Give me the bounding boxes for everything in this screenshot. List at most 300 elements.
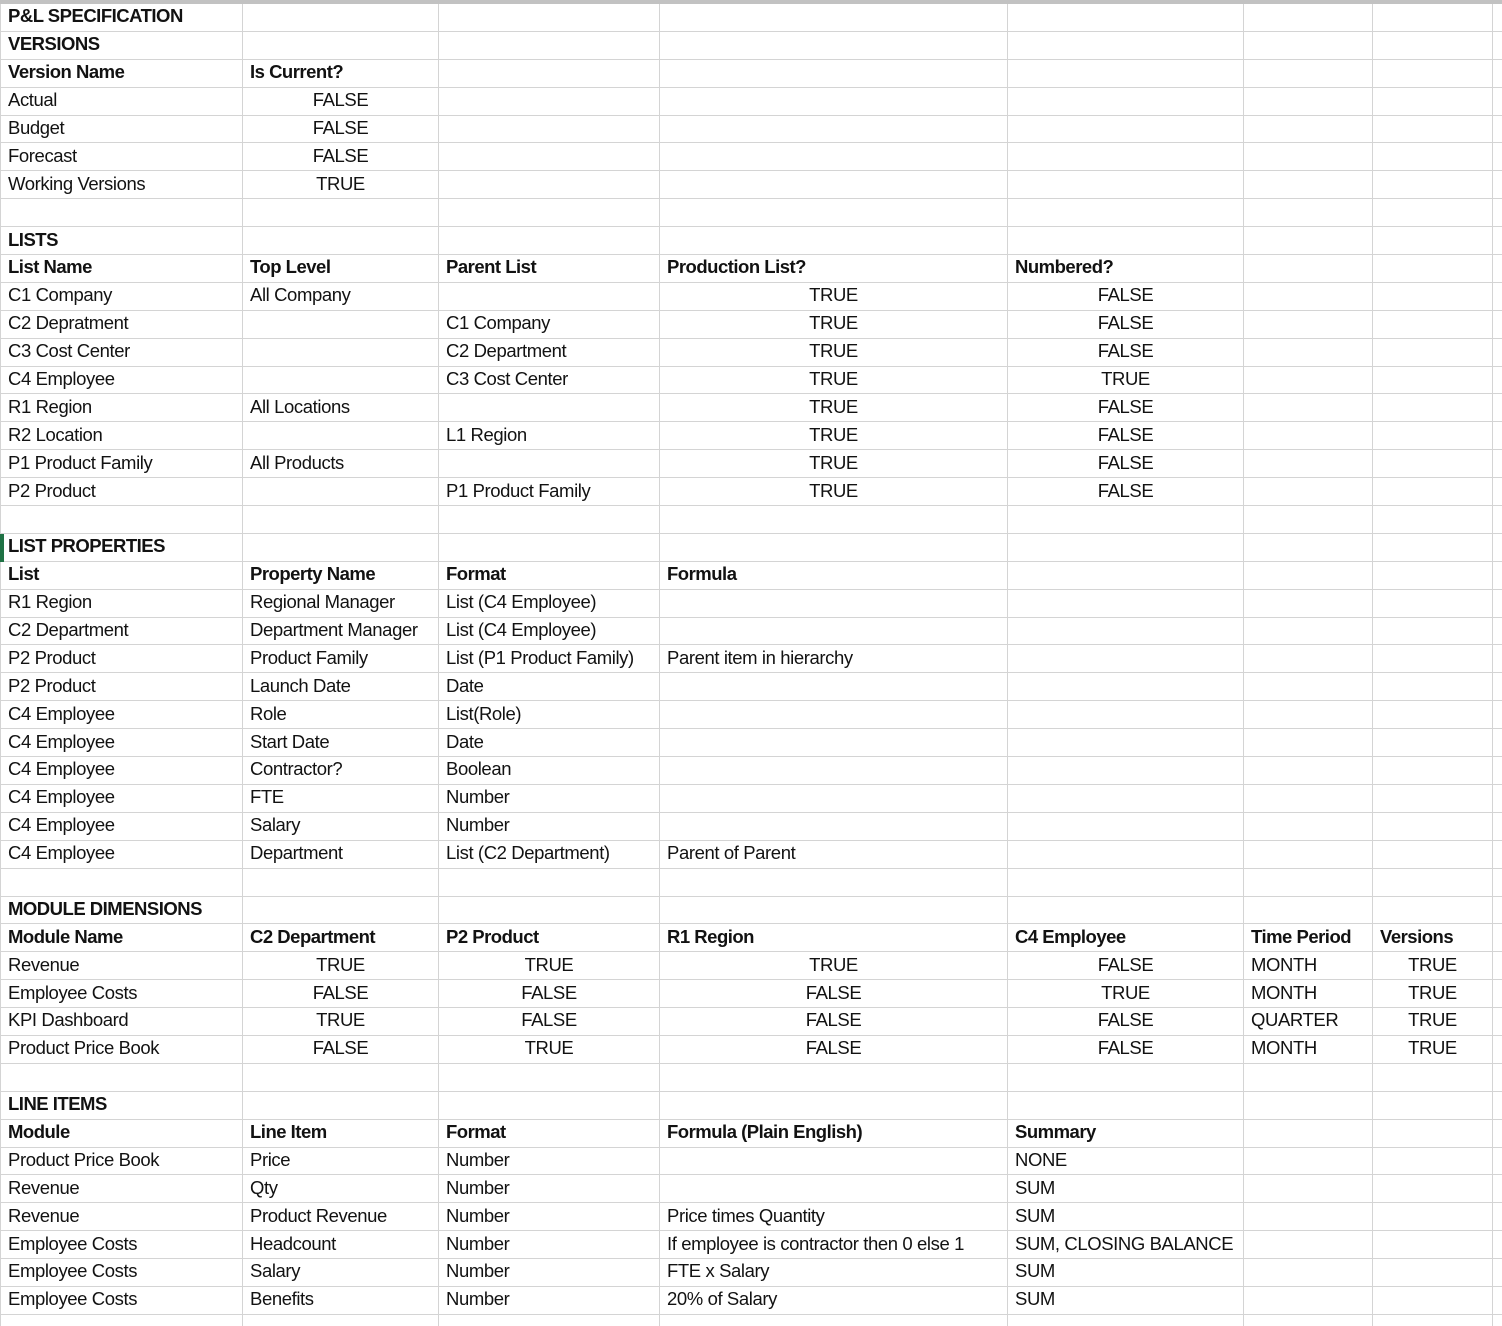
cell-f47[interactable] xyxy=(1244,1287,1373,1315)
cell-h48[interactable] xyxy=(1493,1315,1502,1326)
cell-d27[interactable] xyxy=(660,729,1008,757)
cell-b38[interactable]: FALSE xyxy=(243,1036,439,1064)
cell-d9[interactable] xyxy=(660,227,1008,255)
cell-h23[interactable] xyxy=(1493,618,1502,646)
cell-g40[interactable] xyxy=(1373,1092,1493,1120)
cell-h21[interactable] xyxy=(1493,562,1502,590)
cell-e3[interactable] xyxy=(1008,60,1244,88)
cell-a28[interactable]: C4 Employee xyxy=(0,757,243,785)
cell-d19[interactable] xyxy=(660,506,1008,534)
cell-f44[interactable] xyxy=(1244,1203,1373,1231)
cell-g35[interactable]: TRUE xyxy=(1373,952,1493,980)
cell-g9[interactable] xyxy=(1373,227,1493,255)
cell-b14[interactable] xyxy=(243,367,439,395)
cell-c7[interactable] xyxy=(439,171,660,199)
cell-a15[interactable]: R1 Region xyxy=(0,394,243,422)
cell-b1[interactable] xyxy=(243,4,439,32)
cell-d44[interactable]: Price times Quantity xyxy=(660,1203,1008,1231)
cell-c22[interactable]: List (C4 Employee) xyxy=(439,590,660,618)
cell-a32[interactable] xyxy=(0,869,243,897)
cell-c34[interactable]: P2 Product xyxy=(439,924,660,952)
cell-a31[interactable]: C4 Employee xyxy=(0,841,243,869)
cell-a9[interactable]: LISTS xyxy=(0,227,243,255)
cell-a7[interactable]: Working Versions xyxy=(0,171,243,199)
cell-h39[interactable] xyxy=(1493,1064,1502,1092)
cell-c2[interactable] xyxy=(439,32,660,60)
cell-e2[interactable] xyxy=(1008,32,1244,60)
cell-f26[interactable] xyxy=(1244,701,1373,729)
cell-d12[interactable]: TRUE xyxy=(660,311,1008,339)
cell-h44[interactable] xyxy=(1493,1203,1502,1231)
cell-f36[interactable]: MONTH xyxy=(1244,980,1373,1008)
cell-g19[interactable] xyxy=(1373,506,1493,534)
cell-c16[interactable]: L1 Region xyxy=(439,422,660,450)
cell-d31[interactable]: Parent of Parent xyxy=(660,841,1008,869)
cell-g21[interactable] xyxy=(1373,562,1493,590)
cell-g36[interactable]: TRUE xyxy=(1373,980,1493,1008)
cell-f30[interactable] xyxy=(1244,813,1373,841)
cell-f39[interactable] xyxy=(1244,1064,1373,1092)
cell-c41[interactable]: Format xyxy=(439,1120,660,1148)
cell-a42[interactable]: Product Price Book xyxy=(0,1148,243,1176)
cell-f3[interactable] xyxy=(1244,60,1373,88)
cell-e33[interactable] xyxy=(1008,897,1244,925)
cell-h43[interactable] xyxy=(1493,1175,1502,1203)
cell-c11[interactable] xyxy=(439,283,660,311)
cell-f34[interactable]: Time Period xyxy=(1244,924,1373,952)
cell-e44[interactable]: SUM xyxy=(1008,1203,1244,1231)
cell-d37[interactable]: FALSE xyxy=(660,1008,1008,1036)
cell-b30[interactable]: Salary xyxy=(243,813,439,841)
cell-h34[interactable] xyxy=(1493,924,1502,952)
cell-c3[interactable] xyxy=(439,60,660,88)
cell-c37[interactable]: FALSE xyxy=(439,1008,660,1036)
cell-f42[interactable] xyxy=(1244,1148,1373,1176)
cell-c9[interactable] xyxy=(439,227,660,255)
cell-c8[interactable] xyxy=(439,199,660,227)
cell-f7[interactable] xyxy=(1244,171,1373,199)
cell-g30[interactable] xyxy=(1373,813,1493,841)
cell-d35[interactable]: TRUE xyxy=(660,952,1008,980)
cell-d3[interactable] xyxy=(660,60,1008,88)
cell-c48[interactable] xyxy=(439,1315,660,1326)
cell-a35[interactable]: Revenue xyxy=(0,952,243,980)
cell-a18[interactable]: P2 Product xyxy=(0,478,243,506)
cell-f16[interactable] xyxy=(1244,422,1373,450)
cell-c23[interactable]: List (C4 Employee) xyxy=(439,618,660,646)
cell-g32[interactable] xyxy=(1373,869,1493,897)
cell-d36[interactable]: FALSE xyxy=(660,980,1008,1008)
cell-d1[interactable] xyxy=(660,4,1008,32)
cell-h1[interactable] xyxy=(1493,4,1502,32)
cell-g29[interactable] xyxy=(1373,785,1493,813)
cell-g39[interactable] xyxy=(1373,1064,1493,1092)
cell-h47[interactable] xyxy=(1493,1287,1502,1315)
cell-b8[interactable] xyxy=(243,199,439,227)
cell-e39[interactable] xyxy=(1008,1064,1244,1092)
cell-f25[interactable] xyxy=(1244,673,1373,701)
cell-a10[interactable]: List Name xyxy=(0,255,243,283)
cell-b20[interactable] xyxy=(243,534,439,562)
cell-e12[interactable]: FALSE xyxy=(1008,311,1244,339)
cell-c1[interactable] xyxy=(439,4,660,32)
cell-c43[interactable]: Number xyxy=(439,1175,660,1203)
cell-b21[interactable]: Property Name xyxy=(243,562,439,590)
cell-c35[interactable]: TRUE xyxy=(439,952,660,980)
cell-h26[interactable] xyxy=(1493,701,1502,729)
cell-h31[interactable] xyxy=(1493,841,1502,869)
cell-b37[interactable]: TRUE xyxy=(243,1008,439,1036)
cell-g34[interactable]: Versions xyxy=(1373,924,1493,952)
cell-f20[interactable] xyxy=(1244,534,1373,562)
cell-f18[interactable] xyxy=(1244,478,1373,506)
cell-d24[interactable]: Parent item in hierarchy xyxy=(660,645,1008,673)
cell-b27[interactable]: Start Date xyxy=(243,729,439,757)
cell-b19[interactable] xyxy=(243,506,439,534)
cell-d38[interactable]: FALSE xyxy=(660,1036,1008,1064)
cell-f10[interactable] xyxy=(1244,255,1373,283)
cell-e10[interactable]: Numbered? xyxy=(1008,255,1244,283)
cell-a36[interactable]: Employee Costs xyxy=(0,980,243,1008)
cell-b44[interactable]: Product Revenue xyxy=(243,1203,439,1231)
cell-d33[interactable] xyxy=(660,897,1008,925)
cell-a33[interactable]: MODULE DIMENSIONS xyxy=(0,897,243,925)
cell-g8[interactable] xyxy=(1373,199,1493,227)
cell-f6[interactable] xyxy=(1244,143,1373,171)
cell-h10[interactable] xyxy=(1493,255,1502,283)
cell-e31[interactable] xyxy=(1008,841,1244,869)
cell-d8[interactable] xyxy=(660,199,1008,227)
cell-f2[interactable] xyxy=(1244,32,1373,60)
cell-b9[interactable] xyxy=(243,227,439,255)
cell-e26[interactable] xyxy=(1008,701,1244,729)
cell-a30[interactable]: C4 Employee xyxy=(0,813,243,841)
cell-c12[interactable]: C1 Company xyxy=(439,311,660,339)
cell-h17[interactable] xyxy=(1493,450,1502,478)
cell-b45[interactable]: Headcount xyxy=(243,1231,439,1259)
cell-h42[interactable] xyxy=(1493,1148,1502,1176)
cell-g10[interactable] xyxy=(1373,255,1493,283)
cell-f21[interactable] xyxy=(1244,562,1373,590)
cell-d16[interactable]: TRUE xyxy=(660,422,1008,450)
cell-b41[interactable]: Line Item xyxy=(243,1120,439,1148)
cell-b47[interactable]: Benefits xyxy=(243,1287,439,1315)
cell-d25[interactable] xyxy=(660,673,1008,701)
cell-g24[interactable] xyxy=(1373,645,1493,673)
cell-d39[interactable] xyxy=(660,1064,1008,1092)
cell-a37[interactable]: KPI Dashboard xyxy=(0,1008,243,1036)
cell-a44[interactable]: Revenue xyxy=(0,1203,243,1231)
cell-e19[interactable] xyxy=(1008,506,1244,534)
cell-e13[interactable]: FALSE xyxy=(1008,339,1244,367)
cell-g15[interactable] xyxy=(1373,394,1493,422)
cell-f40[interactable] xyxy=(1244,1092,1373,1120)
cell-b4[interactable]: FALSE xyxy=(243,88,439,116)
cell-g7[interactable] xyxy=(1373,171,1493,199)
cell-b18[interactable] xyxy=(243,478,439,506)
cell-c10[interactable]: Parent List xyxy=(439,255,660,283)
cell-c5[interactable] xyxy=(439,116,660,144)
cell-g11[interactable] xyxy=(1373,283,1493,311)
cell-f46[interactable] xyxy=(1244,1259,1373,1287)
cell-a41[interactable]: Module xyxy=(0,1120,243,1148)
cell-a11[interactable]: C1 Company xyxy=(0,283,243,311)
cell-e7[interactable] xyxy=(1008,171,1244,199)
cell-g6[interactable] xyxy=(1373,143,1493,171)
cell-g44[interactable] xyxy=(1373,1203,1493,1231)
cell-h16[interactable] xyxy=(1493,422,1502,450)
cell-a21[interactable]: List xyxy=(0,562,243,590)
cell-e18[interactable]: FALSE xyxy=(1008,478,1244,506)
cell-d6[interactable] xyxy=(660,143,1008,171)
cell-e34[interactable]: C4 Employee xyxy=(1008,924,1244,952)
cell-e16[interactable]: FALSE xyxy=(1008,422,1244,450)
cell-h5[interactable] xyxy=(1493,116,1502,144)
cell-b6[interactable]: FALSE xyxy=(243,143,439,171)
cell-a19[interactable] xyxy=(0,506,243,534)
cell-d7[interactable] xyxy=(660,171,1008,199)
cell-h27[interactable] xyxy=(1493,729,1502,757)
cell-e45[interactable]: SUM, CLOSING BALANCE xyxy=(1008,1231,1244,1259)
cell-d10[interactable]: Production List? xyxy=(660,255,1008,283)
cell-a20[interactable]: LIST PROPERTIES xyxy=(0,534,243,562)
cell-d13[interactable]: TRUE xyxy=(660,339,1008,367)
cell-h15[interactable] xyxy=(1493,394,1502,422)
cell-b42[interactable]: Price xyxy=(243,1148,439,1176)
cell-g20[interactable] xyxy=(1373,534,1493,562)
cell-c30[interactable]: Number xyxy=(439,813,660,841)
cell-c29[interactable]: Number xyxy=(439,785,660,813)
cell-d20[interactable] xyxy=(660,534,1008,562)
cell-e5[interactable] xyxy=(1008,116,1244,144)
cell-h6[interactable] xyxy=(1493,143,1502,171)
cell-a17[interactable]: P1 Product Family xyxy=(0,450,243,478)
cell-a48[interactable] xyxy=(0,1315,243,1326)
cell-e22[interactable] xyxy=(1008,590,1244,618)
cell-f12[interactable] xyxy=(1244,311,1373,339)
cell-g3[interactable] xyxy=(1373,60,1493,88)
cell-e29[interactable] xyxy=(1008,785,1244,813)
cell-b25[interactable]: Launch Date xyxy=(243,673,439,701)
cell-b7[interactable]: TRUE xyxy=(243,171,439,199)
cell-b15[interactable]: All Locations xyxy=(243,394,439,422)
cell-g27[interactable] xyxy=(1373,729,1493,757)
cell-e6[interactable] xyxy=(1008,143,1244,171)
cell-b17[interactable]: All Products xyxy=(243,450,439,478)
cell-h12[interactable] xyxy=(1493,311,1502,339)
cell-c38[interactable]: TRUE xyxy=(439,1036,660,1064)
cell-g37[interactable]: TRUE xyxy=(1373,1008,1493,1036)
cell-h32[interactable] xyxy=(1493,869,1502,897)
cell-h37[interactable] xyxy=(1493,1008,1502,1036)
cell-f31[interactable] xyxy=(1244,841,1373,869)
cell-d21[interactable]: Formula xyxy=(660,562,1008,590)
cell-c24[interactable]: List (P1 Product Family) xyxy=(439,645,660,673)
cell-c36[interactable]: FALSE xyxy=(439,980,660,1008)
cell-f4[interactable] xyxy=(1244,88,1373,116)
cell-h8[interactable] xyxy=(1493,199,1502,227)
cell-d41[interactable]: Formula (Plain English) xyxy=(660,1120,1008,1148)
cell-d5[interactable] xyxy=(660,116,1008,144)
cell-a8[interactable] xyxy=(0,199,243,227)
cell-d28[interactable] xyxy=(660,757,1008,785)
cell-g43[interactable] xyxy=(1373,1175,1493,1203)
cell-e48[interactable] xyxy=(1008,1315,1244,1326)
cell-a24[interactable]: P2 Product xyxy=(0,645,243,673)
cell-h3[interactable] xyxy=(1493,60,1502,88)
cell-e14[interactable]: TRUE xyxy=(1008,367,1244,395)
cell-f14[interactable] xyxy=(1244,367,1373,395)
cell-d26[interactable] xyxy=(660,701,1008,729)
cell-c31[interactable]: List (C2 Department) xyxy=(439,841,660,869)
cell-a14[interactable]: C4 Employee xyxy=(0,367,243,395)
cell-g23[interactable] xyxy=(1373,618,1493,646)
cell-b35[interactable]: TRUE xyxy=(243,952,439,980)
cell-d14[interactable]: TRUE xyxy=(660,367,1008,395)
cell-h2[interactable] xyxy=(1493,32,1502,60)
cell-e21[interactable] xyxy=(1008,562,1244,590)
cell-d2[interactable] xyxy=(660,32,1008,60)
cell-b36[interactable]: FALSE xyxy=(243,980,439,1008)
cell-f38[interactable]: MONTH xyxy=(1244,1036,1373,1064)
cell-a22[interactable]: R1 Region xyxy=(0,590,243,618)
cell-g4[interactable] xyxy=(1373,88,1493,116)
cell-g1[interactable] xyxy=(1373,4,1493,32)
cell-h28[interactable] xyxy=(1493,757,1502,785)
cell-f5[interactable] xyxy=(1244,116,1373,144)
cell-g38[interactable]: TRUE xyxy=(1373,1036,1493,1064)
cell-a2[interactable]: VERSIONS xyxy=(0,32,243,60)
cell-f45[interactable] xyxy=(1244,1231,1373,1259)
cell-c39[interactable] xyxy=(439,1064,660,1092)
cell-b16[interactable] xyxy=(243,422,439,450)
cell-a29[interactable]: C4 Employee xyxy=(0,785,243,813)
cell-g12[interactable] xyxy=(1373,311,1493,339)
cell-h22[interactable] xyxy=(1493,590,1502,618)
cell-f13[interactable] xyxy=(1244,339,1373,367)
cell-h46[interactable] xyxy=(1493,1259,1502,1287)
cell-c14[interactable]: C3 Cost Center xyxy=(439,367,660,395)
cell-f1[interactable] xyxy=(1244,4,1373,32)
cell-f9[interactable] xyxy=(1244,227,1373,255)
cell-b12[interactable] xyxy=(243,311,439,339)
cell-f32[interactable] xyxy=(1244,869,1373,897)
cell-d40[interactable] xyxy=(660,1092,1008,1120)
cell-a1[interactable]: P&L SPECIFICATION xyxy=(0,4,243,32)
cell-e17[interactable]: FALSE xyxy=(1008,450,1244,478)
cell-c26[interactable]: List(Role) xyxy=(439,701,660,729)
cell-e4[interactable] xyxy=(1008,88,1244,116)
cell-b39[interactable] xyxy=(243,1064,439,1092)
cell-a6[interactable]: Forecast xyxy=(0,143,243,171)
cell-c42[interactable]: Number xyxy=(439,1148,660,1176)
cell-f28[interactable] xyxy=(1244,757,1373,785)
cell-f23[interactable] xyxy=(1244,618,1373,646)
cell-g31[interactable] xyxy=(1373,841,1493,869)
cell-f41[interactable] xyxy=(1244,1120,1373,1148)
cell-f8[interactable] xyxy=(1244,199,1373,227)
cell-a40[interactable]: LINE ITEMS xyxy=(0,1092,243,1120)
cell-e20[interactable] xyxy=(1008,534,1244,562)
cell-f17[interactable] xyxy=(1244,450,1373,478)
cell-e37[interactable]: FALSE xyxy=(1008,1008,1244,1036)
cell-b43[interactable]: Qty xyxy=(243,1175,439,1203)
cell-g13[interactable] xyxy=(1373,339,1493,367)
cell-f22[interactable] xyxy=(1244,590,1373,618)
cell-a43[interactable]: Revenue xyxy=(0,1175,243,1203)
cell-b40[interactable] xyxy=(243,1092,439,1120)
cell-d15[interactable]: TRUE xyxy=(660,394,1008,422)
cell-g45[interactable] xyxy=(1373,1231,1493,1259)
cell-c46[interactable]: Number xyxy=(439,1259,660,1287)
cell-c18[interactable]: P1 Product Family xyxy=(439,478,660,506)
cell-b26[interactable]: Role xyxy=(243,701,439,729)
cell-e41[interactable]: Summary xyxy=(1008,1120,1244,1148)
cell-h4[interactable] xyxy=(1493,88,1502,116)
cell-a26[interactable]: C4 Employee xyxy=(0,701,243,729)
cell-a45[interactable]: Employee Costs xyxy=(0,1231,243,1259)
cell-b24[interactable]: Product Family xyxy=(243,645,439,673)
cell-a34[interactable]: Module Name xyxy=(0,924,243,952)
cell-g22[interactable] xyxy=(1373,590,1493,618)
cell-e1[interactable] xyxy=(1008,4,1244,32)
cell-a13[interactable]: C3 Cost Center xyxy=(0,339,243,367)
cell-e9[interactable] xyxy=(1008,227,1244,255)
cell-g2[interactable] xyxy=(1373,32,1493,60)
cell-g25[interactable] xyxy=(1373,673,1493,701)
cell-g48[interactable] xyxy=(1373,1315,1493,1326)
cell-c44[interactable]: Number xyxy=(439,1203,660,1231)
cell-h24[interactable] xyxy=(1493,645,1502,673)
cell-h11[interactable] xyxy=(1493,283,1502,311)
cell-f15[interactable] xyxy=(1244,394,1373,422)
cell-d34[interactable]: R1 Region xyxy=(660,924,1008,952)
cell-d48[interactable] xyxy=(660,1315,1008,1326)
cell-f48[interactable] xyxy=(1244,1315,1373,1326)
cell-b34[interactable]: C2 Department xyxy=(243,924,439,952)
cell-h33[interactable] xyxy=(1493,897,1502,925)
cell-d11[interactable]: TRUE xyxy=(660,283,1008,311)
cell-h45[interactable] xyxy=(1493,1231,1502,1259)
cell-e23[interactable] xyxy=(1008,618,1244,646)
cell-b33[interactable] xyxy=(243,897,439,925)
cell-a39[interactable] xyxy=(0,1064,243,1092)
cell-b31[interactable]: Department xyxy=(243,841,439,869)
cell-d29[interactable] xyxy=(660,785,1008,813)
cell-d23[interactable] xyxy=(660,618,1008,646)
cell-a23[interactable]: C2 Department xyxy=(0,618,243,646)
cell-e8[interactable] xyxy=(1008,199,1244,227)
cell-b13[interactable] xyxy=(243,339,439,367)
cell-b10[interactable]: Top Level xyxy=(243,255,439,283)
cell-a27[interactable]: C4 Employee xyxy=(0,729,243,757)
cell-c33[interactable] xyxy=(439,897,660,925)
cell-c32[interactable] xyxy=(439,869,660,897)
cell-a5[interactable]: Budget xyxy=(0,116,243,144)
cell-a47[interactable]: Employee Costs xyxy=(0,1287,243,1315)
cell-g28[interactable] xyxy=(1373,757,1493,785)
cell-g5[interactable] xyxy=(1373,116,1493,144)
cell-a12[interactable]: C2 Depratment xyxy=(0,311,243,339)
cell-e38[interactable]: FALSE xyxy=(1008,1036,1244,1064)
cell-b48[interactable] xyxy=(243,1315,439,1326)
cell-g47[interactable] xyxy=(1373,1287,1493,1315)
cell-b32[interactable] xyxy=(243,869,439,897)
cell-e32[interactable] xyxy=(1008,869,1244,897)
cell-d22[interactable] xyxy=(660,590,1008,618)
cell-c47[interactable]: Number xyxy=(439,1287,660,1315)
cell-g42[interactable] xyxy=(1373,1148,1493,1176)
